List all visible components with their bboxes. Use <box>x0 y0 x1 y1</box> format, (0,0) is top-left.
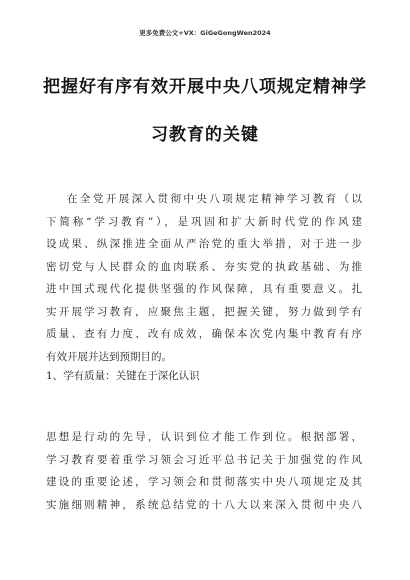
intro-line: 进中国式现代化提供坚强的作风保障，具有重要意义。扎 <box>46 283 362 295</box>
intro-line: 设成果、纵深推进全面从严治党的重大举措，对于进一步 <box>46 238 362 250</box>
section-line: 实施细则精神，系统总结党的十八大以来深入贯彻中央八 <box>46 498 362 511</box>
intro-line: 有效开展并达到预期目的。 <box>46 350 172 363</box>
intro-line: 在全党开展深入贯彻中央八项规定精神学习教育（以 <box>67 193 362 205</box>
intro-line: 实开展学习教育，应聚焦主题，把握关键，努力做到学有 <box>46 305 362 318</box>
intro-line: 下简称“学习教育”），是巩固和扩大新时代党的作风建 <box>46 215 362 228</box>
section-heading: 1、学有质量：关键在于深化认识 <box>46 370 200 382</box>
section-line: 思想是行动的先导，认识到位才能工作到位。根据部署， <box>46 431 362 443</box>
document-title-line-2: 习教育的关键 <box>151 125 259 145</box>
intro-line: 密切党与人民群众的血肉联系、夯实党的执政基础、为推 <box>46 260 362 273</box>
section-paragraph <box>46 426 362 516</box>
intro-line: 质量、查有力度、改有成效，确保本次党内集中教育有序 <box>46 328 362 340</box>
header-note: 更多免费公文+VX：GiGeGongWen2024 <box>139 29 271 37</box>
intro-paragraph <box>46 188 362 368</box>
document-title-line-1: 把握好有序有效开展中央八项规定精神学 <box>43 77 367 97</box>
section-line: 学习教育要着重学习领会习近平总书记关于加强党的作风 <box>46 453 362 466</box>
section-line: 建设的重要论述，学习领会和贯彻落实中央八项规定及其 <box>46 476 362 488</box>
